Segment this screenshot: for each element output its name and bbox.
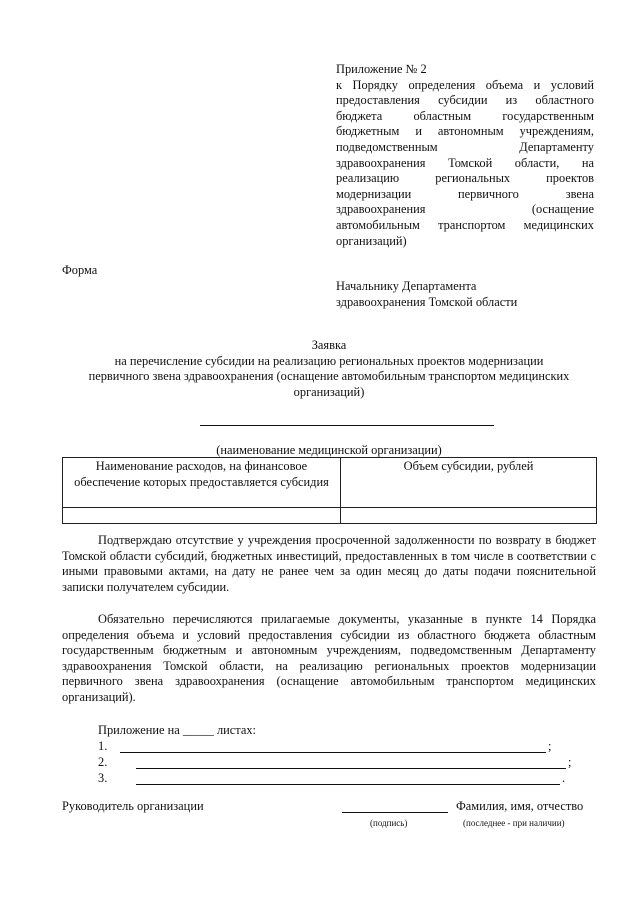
signature-role-label: Руководитель организации (62, 799, 204, 813)
organization-name-line[interactable] (200, 425, 494, 426)
attachments-label (98, 723, 256, 739)
appendix-title: Приложение № 2 (336, 62, 427, 76)
attachment-number: 3. (98, 771, 108, 785)
form-label: Форма (62, 263, 98, 277)
signature-caption: (подпись) (370, 818, 408, 828)
appendix-line: реализацию региональных проектов (336, 171, 594, 186)
subsidy-amount-cell[interactable] (341, 508, 597, 524)
paragraph-documents (62, 612, 596, 706)
appendix-line: здравоохранения (оснащение (336, 202, 594, 217)
table-row (63, 508, 597, 524)
appendix-line: автомобильным транспортом медицинских (336, 217, 594, 232)
title-heading: Заявка (311, 338, 347, 352)
paragraph-confirmation (62, 533, 596, 595)
attachment-item (98, 755, 578, 771)
organization-caption: (наименование медицинской организации) (216, 443, 442, 457)
subsidy-amount-header: Объем субсидии, рублей (341, 458, 597, 508)
appendix-line: модернизации первичного звена (336, 186, 594, 201)
addressee (336, 279, 596, 310)
appendix-line: к Порядку определения объема и условий (336, 77, 594, 92)
attachment-item (98, 739, 558, 755)
signature-line[interactable] (342, 812, 448, 813)
appendix-line: организаций) (336, 233, 407, 248)
attachment-line[interactable] (120, 739, 546, 753)
attachment-item (98, 771, 578, 787)
title-line: первичного звена здравоохранения (оснащение автомобильным транспортом медицинских (88, 369, 570, 384)
document-title (62, 338, 596, 400)
attachments-label-text: листах: (216, 723, 256, 737)
attachment-number: 1. (98, 739, 108, 753)
expense-name-header: Наименование расходов, на финансовое обеспечение которых предоставляется субсидия (63, 458, 341, 508)
attachment-line[interactable] (136, 771, 560, 785)
attachments-label-text: Приложение на (98, 723, 180, 737)
addressee-line: здравоохранения Томской области (336, 294, 518, 309)
sheets-count-blank[interactable]: _____ (182, 723, 214, 737)
expense-name-cell[interactable] (63, 508, 341, 524)
paragraph-text: Подтверждаю отсутствие у учреждения просроченной задолженности по возврату в бюджет Томской области субсидий, бюджетных инвестиций, предоставленных в том числе в соответствии с иными правовыми актами, на дату не ранее чем за один месяц до даты подачи пояснительной записки получателем субсидии. (62, 533, 596, 594)
attachment-number: 2. (98, 755, 108, 769)
name-caption: (последнее - при наличии) (463, 818, 565, 828)
appendix-line: бюджетным и автономным учреждениям, (336, 124, 594, 139)
attachment-line[interactable] (136, 755, 566, 769)
appendix-line: бюджета областным государственным (336, 108, 594, 123)
appendix-line: предоставления субсидии из областного (336, 93, 594, 108)
appendix-line: здравоохранения Томской области, на (336, 155, 594, 170)
title-line: организаций) (293, 384, 365, 399)
appendix-line: подведомственным Департаменту (336, 139, 594, 154)
attachment-end: ; (548, 739, 552, 753)
signature-name-label: Фамилия, имя, отчество (456, 799, 584, 813)
attachment-end: ; (568, 755, 572, 769)
appendix-block (336, 62, 594, 249)
addressee-line: Начальнику Департамента (336, 279, 477, 293)
table-header-row (63, 458, 597, 508)
expenses-table (62, 457, 597, 524)
attachment-end: . (562, 771, 566, 785)
paragraph-text: Обязательно перечисляются прилагаемые документы, указанные в пункте 14 Порядка определения объема и условий предоставления субсидии из областного бюджета областным государственным бюджетным и автономным учреждениям, подведомственным Департаменту здравоохранения Томской области, на реализацию региональных проектов модернизации первичного звена здравоохранения (оснащение автомобильным транспортом медицинских организаций). (62, 612, 596, 704)
title-line: на перечисление субсидии на реализацию региональных проектов модернизации (114, 353, 544, 368)
